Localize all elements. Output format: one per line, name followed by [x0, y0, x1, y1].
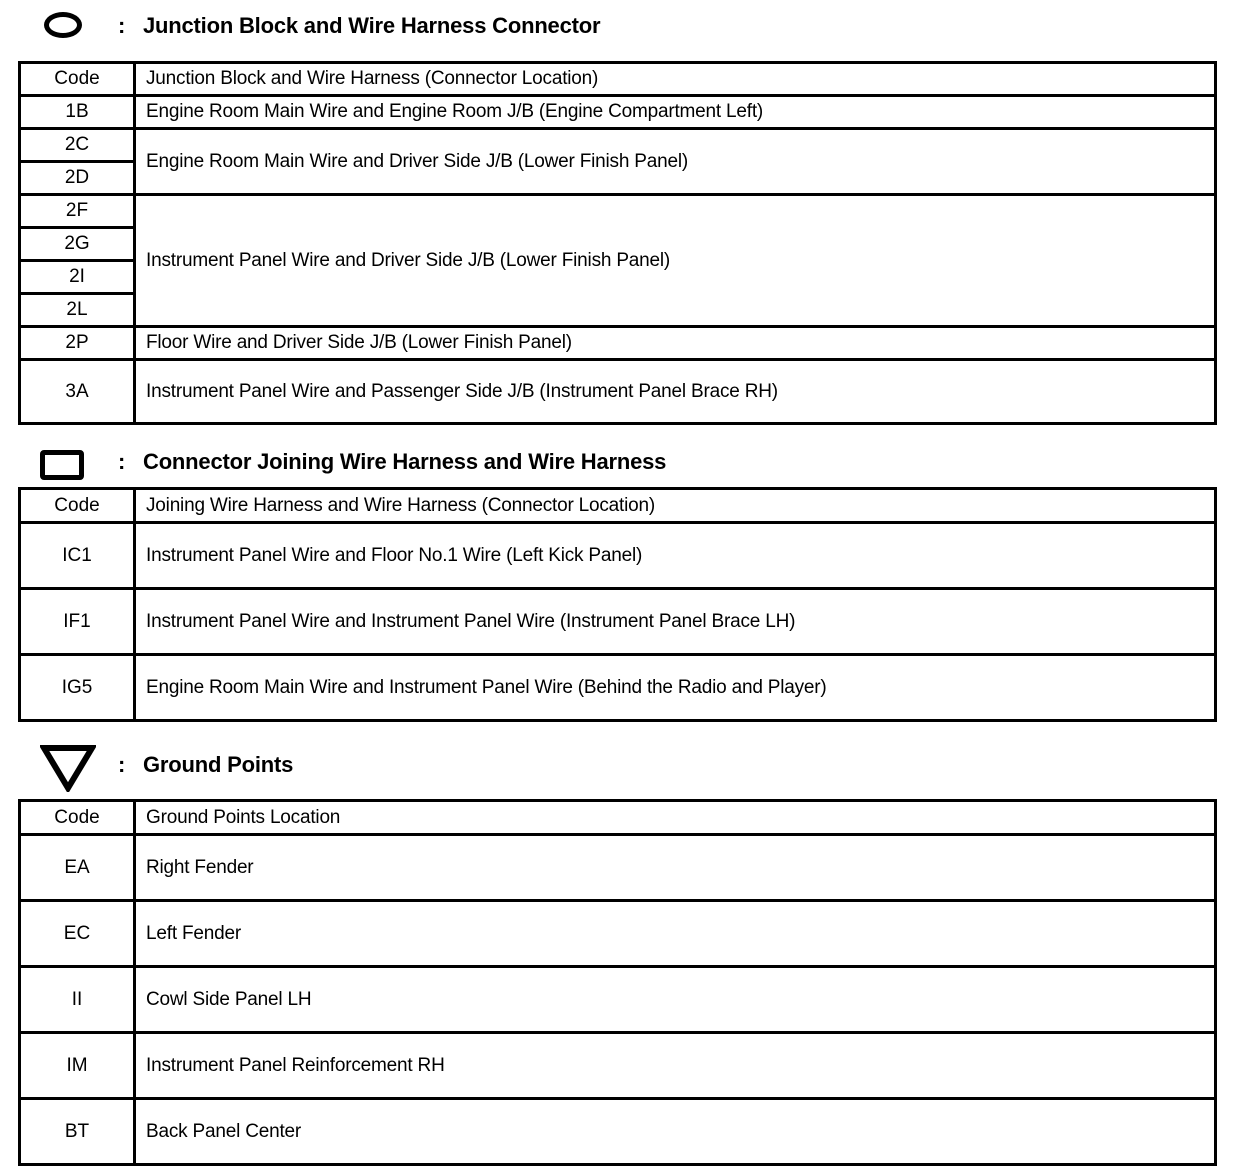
table-header-row — [20, 63, 1216, 96]
header-desc: Junction Block and Wire Harness (Connector Location) — [135, 63, 1216, 96]
ground-section-heading — [0, 742, 1248, 782]
table-row — [20, 655, 1216, 721]
junction-section-heading — [0, 6, 1248, 46]
ground-title: Ground Points — [143, 752, 294, 777]
row-desc: Engine Room Main Wire and Driver Side J/B (Lower Finish Panel) — [135, 129, 1216, 195]
table-row — [20, 360, 1216, 424]
row-desc: Instrument Panel Wire and Driver Side J/B (Lower Finish Panel) — [135, 195, 1216, 327]
junction-colon: : — [118, 13, 126, 38]
row-code: 2I — [20, 261, 135, 294]
table-row — [20, 327, 1216, 360]
row-code: 1B — [20, 96, 135, 129]
row-desc: Instrument Panel Reinforcement RH — [135, 1033, 1216, 1099]
row-desc: Engine Room Main Wire and Engine Room J/B (Engine Compartment Left) — [135, 96, 1216, 129]
row-desc: Instrument Panel Wire and Passenger Side J/B (Instrument Panel Brace RH) — [135, 360, 1216, 424]
ground-table — [18, 799, 1217, 1166]
junction-title: Junction Block and Wire Harness Connector — [143, 13, 601, 38]
row-code: EC — [20, 901, 135, 967]
row-code: II — [20, 967, 135, 1033]
row-desc: Engine Room Main Wire and Instrument Panel Wire (Behind the Radio and Player) — [135, 655, 1216, 721]
table-row — [20, 195, 1216, 228]
header-code: Code — [20, 63, 135, 96]
header-code: Code — [20, 801, 135, 835]
row-desc: Left Fender — [135, 901, 1216, 967]
row-code: IM — [20, 1033, 135, 1099]
row-desc: Cowl Side Panel LH — [135, 967, 1216, 1033]
joining-title: Connector Joining Wire Harness and Wire Harness — [143, 449, 667, 474]
table-header-row — [20, 489, 1216, 523]
row-code: 3A — [20, 360, 135, 424]
joining-section-heading — [0, 442, 1248, 482]
joining-colon: : — [118, 449, 126, 474]
header-code: Code — [20, 489, 135, 523]
row-code: EA — [20, 835, 135, 901]
table-header-row — [20, 801, 1216, 835]
table-row — [20, 967, 1216, 1033]
row-code: IF1 — [20, 589, 135, 655]
row-code: 2C — [20, 129, 135, 162]
row-desc: Back Panel Center — [135, 1099, 1216, 1165]
row-code: 2P — [20, 327, 135, 360]
row-desc: Instrument Panel Wire and Floor No.1 Wire (Left Kick Panel) — [135, 523, 1216, 589]
triangle-symbol-icon — [40, 744, 96, 792]
row-code: IG5 — [20, 655, 135, 721]
table-row — [20, 901, 1216, 967]
junction-table — [18, 61, 1217, 425]
header-desc: Ground Points Location — [135, 801, 1216, 835]
joining-table — [18, 487, 1217, 722]
table-row — [20, 96, 1216, 129]
row-desc: Instrument Panel Wire and Instrument Panel Wire (Instrument Panel Brace LH) — [135, 589, 1216, 655]
table-row — [20, 129, 1216, 162]
row-code: 2D — [20, 162, 135, 195]
row-code: 2G — [20, 228, 135, 261]
row-code: 2L — [20, 294, 135, 327]
table-row — [20, 1099, 1216, 1165]
row-code: IC1 — [20, 523, 135, 589]
table-row — [20, 1033, 1216, 1099]
table-row — [20, 523, 1216, 589]
rectangle-symbol-icon — [40, 450, 84, 480]
table-row — [20, 835, 1216, 901]
header-desc: Joining Wire Harness and Wire Harness (Connector Location) — [135, 489, 1216, 523]
oval-symbol-icon — [44, 12, 82, 38]
row-desc: Floor Wire and Driver Side J/B (Lower Finish Panel) — [135, 327, 1216, 360]
row-code: BT — [20, 1099, 135, 1165]
ground-colon: : — [118, 752, 126, 777]
row-desc: Right Fender — [135, 835, 1216, 901]
table-row — [20, 589, 1216, 655]
row-code: 2F — [20, 195, 135, 228]
